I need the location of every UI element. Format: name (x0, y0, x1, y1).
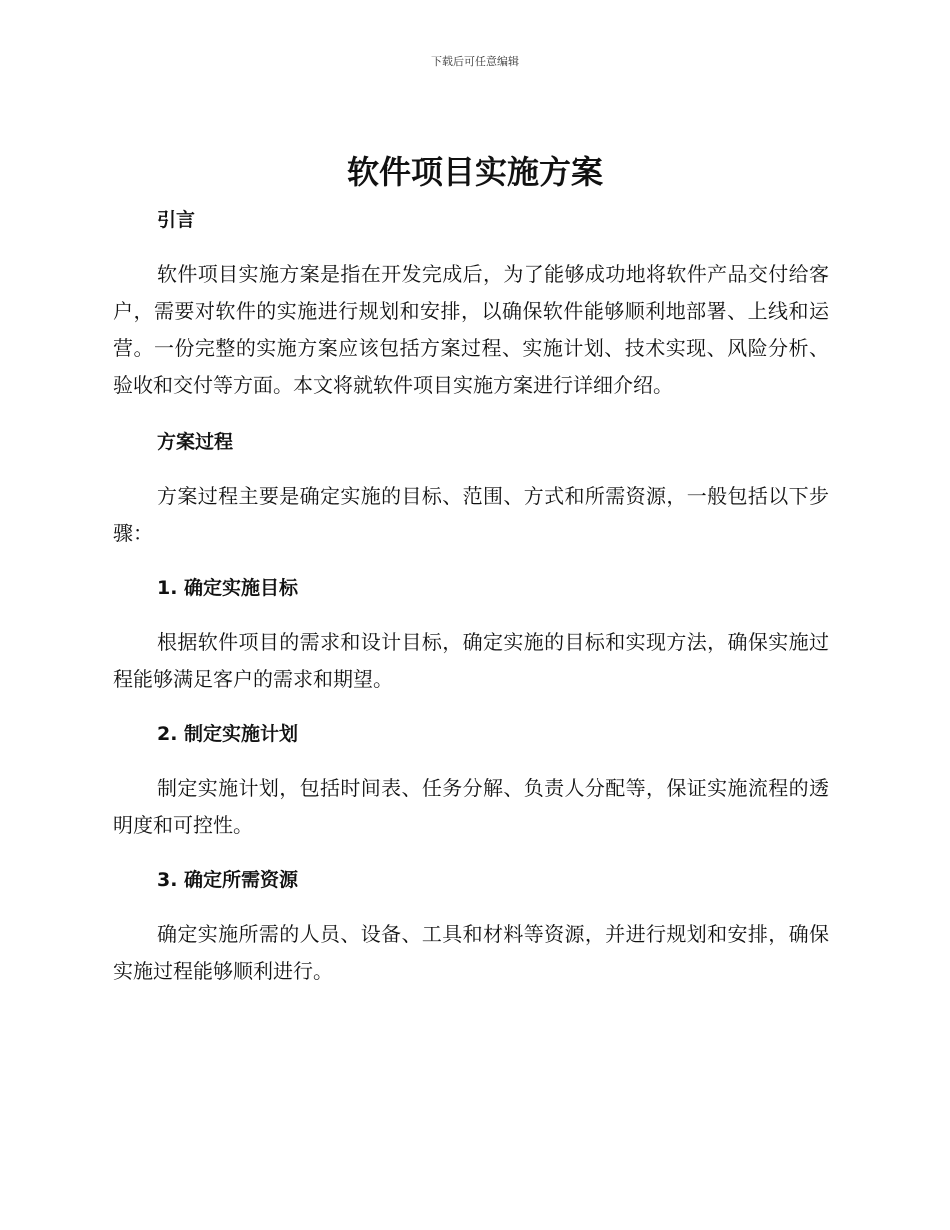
spacer (113, 698, 829, 714)
spacer (113, 754, 829, 770)
section-heading-intro: 引言 (157, 209, 196, 231)
spacer (113, 844, 829, 860)
step-heading-2: 2. 制定实施计划 (157, 723, 299, 745)
paragraph-process: 方案过程主要是确定实施的目标、范围、方式和所需资源，一般包括以下步骤： (113, 484, 829, 545)
step-heading-1: 1. 确定实施目标 (157, 577, 299, 599)
spacer (113, 240, 829, 256)
document-body (113, 200, 829, 990)
page-header-note: 下载后可任意编辑 (431, 55, 519, 68)
spacer (113, 608, 829, 624)
spacer (113, 900, 829, 916)
spacer (113, 404, 829, 422)
paragraph-step-3: 确定实施所需的人员、设备、工具和材料等资源，并进行规划和安排，确保实施过程能够顺利进行。 (113, 922, 829, 983)
step-heading-3: 3. 确定所需资源 (157, 869, 299, 891)
spacer (113, 552, 829, 568)
paragraph-intro: 软件项目实施方案是指在开发完成后，为了能够成功地将软件产品交付给客户，需要对软件的实施进行规划和安排，以确保软件能够顺利地部署、上线和运营。一份完整的实施方案应该包括方案过程、实施计划、技术实现、风险分析、验收和交付等方面。本文将就软件项目实施方案进行详细介绍。 (113, 262, 829, 397)
section-heading-process: 方案过程 (157, 431, 234, 453)
paragraph-step-2: 制定实施计划，包括时间表、任务分解、负责人分配等，保证实施流程的透明度和可控性。 (113, 776, 829, 837)
document-title: 软件项目实施方案 (346, 153, 603, 191)
paragraph-step-1: 根据软件项目的需求和设计目标，确定实施的目标和实现方法，确保实施过程能够满足客户的需求和期望。 (113, 630, 829, 691)
spacer (113, 462, 829, 478)
